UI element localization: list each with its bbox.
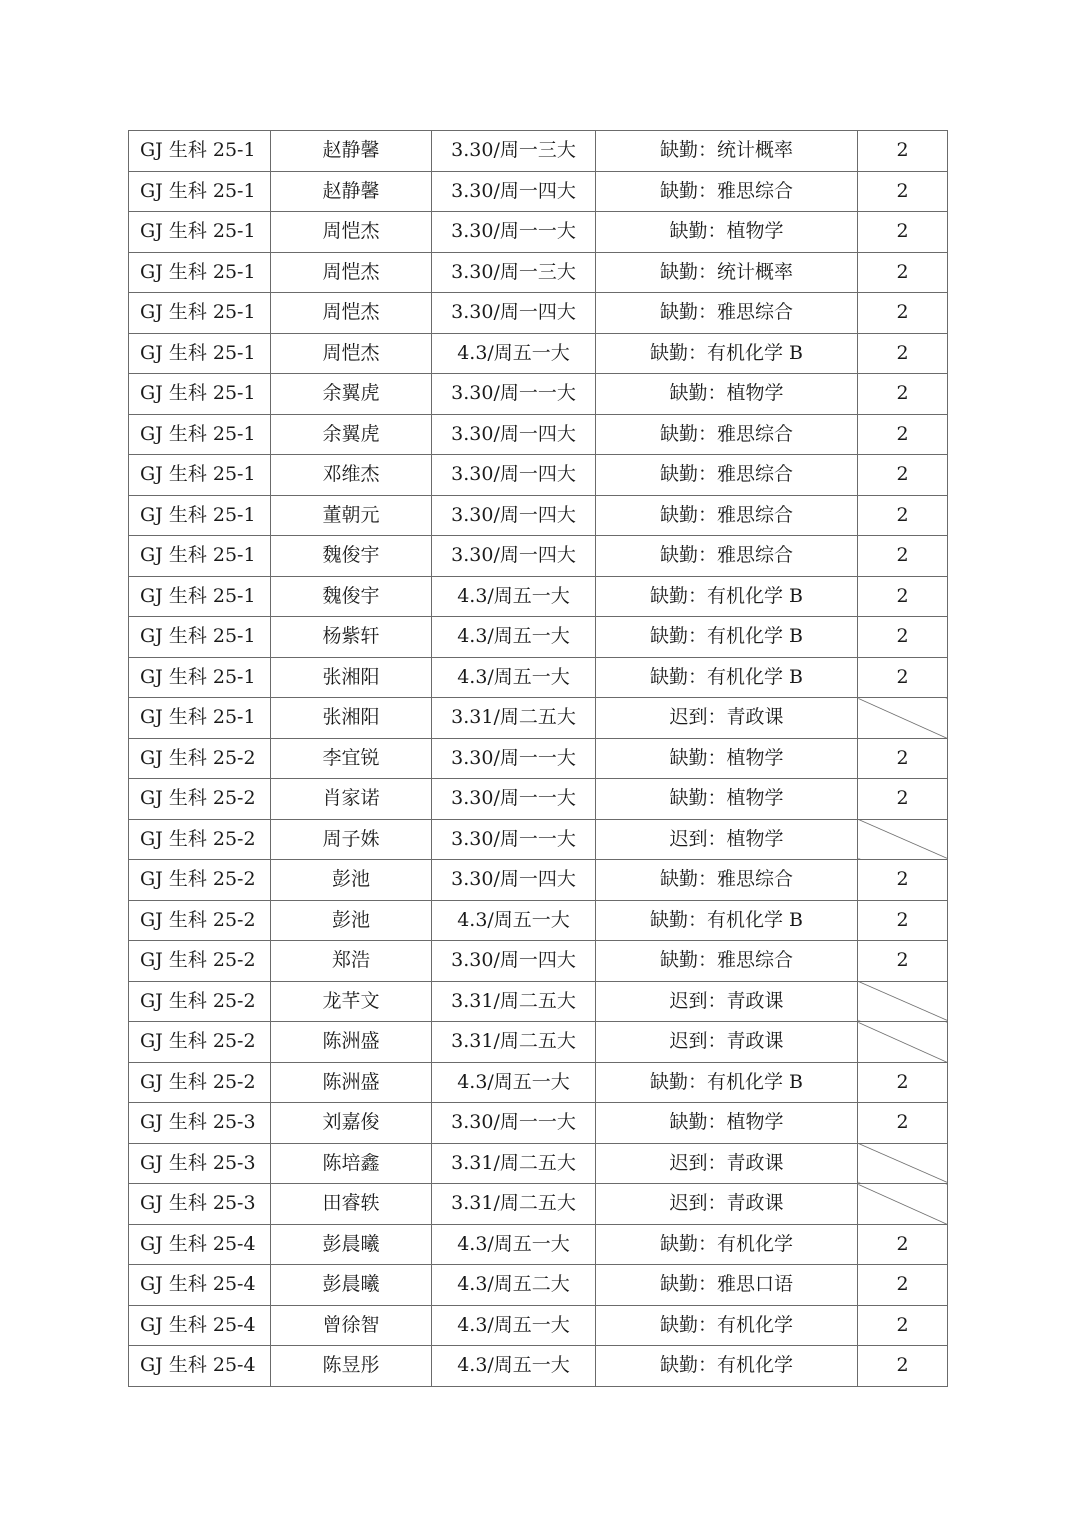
table-row: [129, 1062, 948, 1103]
time-cell: 3.30/周一四大: [432, 171, 596, 212]
time-cell: 3.30/周一三大: [432, 252, 596, 293]
score-cell: 2: [858, 212, 948, 253]
score-cell: 2: [858, 617, 948, 658]
table-row: [129, 455, 948, 496]
table-row: [129, 698, 948, 739]
time-cell: 4.3/周五一大: [432, 1346, 596, 1387]
reason-cell: 缺勤：有机化学 B: [596, 900, 858, 941]
score-cell: 2: [858, 1062, 948, 1103]
name-cell: 陈洲盛: [271, 1062, 432, 1103]
class-cell: GJ 生科 25-4: [129, 1305, 271, 1346]
reason-cell: 缺勤：雅思综合: [596, 941, 858, 982]
reason-cell: 缺勤：雅思综合: [596, 414, 858, 455]
reason-cell: 缺勤：植物学: [596, 779, 858, 820]
table-row: [129, 1022, 948, 1063]
score-cell: 2: [858, 495, 948, 536]
score-cell: 2: [858, 333, 948, 374]
class-cell: GJ 生科 25-4: [129, 1224, 271, 1265]
table-row: [129, 171, 948, 212]
class-cell: GJ 生科 25-1: [129, 131, 271, 172]
class-cell: GJ 生科 25-1: [129, 536, 271, 577]
score-cell-slash: [858, 819, 948, 860]
table-row: [129, 1103, 948, 1144]
score-cell-slash: [858, 1184, 948, 1225]
time-cell: 3.30/周一一大: [432, 738, 596, 779]
table-row: [129, 1224, 948, 1265]
time-cell: 3.30/周一四大: [432, 455, 596, 496]
name-cell: 周恺杰: [271, 212, 432, 253]
class-cell: GJ 生科 25-1: [129, 374, 271, 415]
name-cell: 彭池: [271, 900, 432, 941]
time-cell: 3.30/周一一大: [432, 779, 596, 820]
class-cell: GJ 生科 25-3: [129, 1184, 271, 1225]
score-cell: 2: [858, 941, 948, 982]
reason-cell: 缺勤：植物学: [596, 374, 858, 415]
name-cell: 张湘阳: [271, 657, 432, 698]
name-cell: 魏俊宇: [271, 536, 432, 577]
time-cell: 3.31/周二五大: [432, 1143, 596, 1184]
name-cell: 龙芊文: [271, 981, 432, 1022]
score-cell-slash: [858, 1143, 948, 1184]
reason-cell: 缺勤：雅思综合: [596, 860, 858, 901]
table-body: [129, 131, 948, 1387]
name-cell: 陈昱彤: [271, 1346, 432, 1387]
table-row: [129, 252, 948, 293]
score-cell: 2: [858, 293, 948, 334]
score-cell: 2: [858, 779, 948, 820]
time-cell: 4.3/周五一大: [432, 657, 596, 698]
name-cell: 魏俊宇: [271, 576, 432, 617]
name-cell: 余翼虎: [271, 414, 432, 455]
name-cell: 周恺杰: [271, 333, 432, 374]
name-cell: 邓维杰: [271, 455, 432, 496]
time-cell: 3.30/周一一大: [432, 374, 596, 415]
class-cell: GJ 生科 25-1: [129, 495, 271, 536]
reason-cell: 缺勤：有机化学 B: [596, 333, 858, 374]
time-cell: 3.31/周二五大: [432, 1184, 596, 1225]
class-cell: GJ 生科 25-1: [129, 212, 271, 253]
table-row: [129, 941, 948, 982]
class-cell: GJ 生科 25-1: [129, 617, 271, 658]
reason-cell: 缺勤：有机化学 B: [596, 576, 858, 617]
table-row: [129, 860, 948, 901]
name-cell: 杨紫轩: [271, 617, 432, 658]
score-cell: 2: [858, 131, 948, 172]
reason-cell: 缺勤：植物学: [596, 212, 858, 253]
class-cell: GJ 生科 25-4: [129, 1346, 271, 1387]
name-cell: 董朝元: [271, 495, 432, 536]
time-cell: 3.31/周二五大: [432, 698, 596, 739]
time-cell: 4.3/周五一大: [432, 1305, 596, 1346]
name-cell: 余翼虎: [271, 374, 432, 415]
score-cell-slash: [858, 1022, 948, 1063]
name-cell: 周子姝: [271, 819, 432, 860]
table-row: [129, 738, 948, 779]
table-row: [129, 779, 948, 820]
score-cell: 2: [858, 414, 948, 455]
time-cell: 3.30/周一四大: [432, 293, 596, 334]
name-cell: 彭晨曦: [271, 1265, 432, 1306]
name-cell: 周恺杰: [271, 293, 432, 334]
score-cell: 2: [858, 1265, 948, 1306]
name-cell: 刘嘉俊: [271, 1103, 432, 1144]
reason-cell: 缺勤：雅思口语: [596, 1265, 858, 1306]
score-cell: 2: [858, 1103, 948, 1144]
table-row: [129, 131, 948, 172]
table-row: [129, 212, 948, 253]
class-cell: GJ 生科 25-2: [129, 860, 271, 901]
class-cell: GJ 生科 25-2: [129, 779, 271, 820]
time-cell: 3.30/周一四大: [432, 860, 596, 901]
table-row: [129, 900, 948, 941]
time-cell: 3.31/周二五大: [432, 981, 596, 1022]
time-cell: 4.3/周五一大: [432, 617, 596, 658]
reason-cell: 缺勤：雅思综合: [596, 495, 858, 536]
name-cell: 陈培鑫: [271, 1143, 432, 1184]
table-row: [129, 293, 948, 334]
reason-cell: 缺勤：有机化学: [596, 1224, 858, 1265]
score-cell-slash: [858, 981, 948, 1022]
reason-cell: 缺勤：统计概率: [596, 252, 858, 293]
class-cell: GJ 生科 25-1: [129, 333, 271, 374]
reason-cell: 缺勤：植物学: [596, 1103, 858, 1144]
score-cell: 2: [858, 455, 948, 496]
table-row: [129, 617, 948, 658]
table-row: [129, 374, 948, 415]
reason-cell: 迟到：青政课: [596, 1143, 858, 1184]
table-row: [129, 1265, 948, 1306]
time-cell: 4.3/周五二大: [432, 1265, 596, 1306]
score-cell: 2: [858, 738, 948, 779]
attendance-table: [128, 130, 948, 1387]
score-cell: 2: [858, 1346, 948, 1387]
score-cell: 2: [858, 860, 948, 901]
time-cell: 3.30/周一一大: [432, 212, 596, 253]
reason-cell: 缺勤：植物学: [596, 738, 858, 779]
reason-cell: 缺勤：雅思综合: [596, 293, 858, 334]
table-row: [129, 1143, 948, 1184]
name-cell: 赵静馨: [271, 171, 432, 212]
class-cell: GJ 生科 25-3: [129, 1143, 271, 1184]
reason-cell: 缺勤：有机化学 B: [596, 657, 858, 698]
table-row: [129, 657, 948, 698]
time-cell: 3.30/周一一大: [432, 1103, 596, 1144]
class-cell: GJ 生科 25-2: [129, 941, 271, 982]
table-row: [129, 576, 948, 617]
reason-cell: 迟到：青政课: [596, 1184, 858, 1225]
class-cell: GJ 生科 25-2: [129, 819, 271, 860]
name-cell: 郑浩: [271, 941, 432, 982]
reason-cell: 缺勤：有机化学: [596, 1346, 858, 1387]
name-cell: 彭池: [271, 860, 432, 901]
class-cell: GJ 生科 25-1: [129, 252, 271, 293]
time-cell: 3.30/周一四大: [432, 941, 596, 982]
class-cell: GJ 生科 25-2: [129, 981, 271, 1022]
class-cell: GJ 生科 25-4: [129, 1265, 271, 1306]
time-cell: 4.3/周五一大: [432, 1062, 596, 1103]
table-row: [129, 1346, 948, 1387]
class-cell: GJ 生科 25-1: [129, 414, 271, 455]
name-cell: 李宜锐: [271, 738, 432, 779]
table-row: [129, 1184, 948, 1225]
class-cell: GJ 生科 25-1: [129, 171, 271, 212]
reason-cell: 迟到：植物学: [596, 819, 858, 860]
time-cell: 3.30/周一四大: [432, 536, 596, 577]
class-cell: GJ 生科 25-1: [129, 455, 271, 496]
score-cell: 2: [858, 1305, 948, 1346]
class-cell: GJ 生科 25-2: [129, 900, 271, 941]
name-cell: 周恺杰: [271, 252, 432, 293]
class-cell: GJ 生科 25-2: [129, 738, 271, 779]
score-cell: 2: [858, 536, 948, 577]
reason-cell: 缺勤：有机化学 B: [596, 1062, 858, 1103]
reason-cell: 缺勤：有机化学 B: [596, 617, 858, 658]
score-cell: 2: [858, 171, 948, 212]
class-cell: GJ 生科 25-1: [129, 698, 271, 739]
name-cell: 张湘阳: [271, 698, 432, 739]
name-cell: 彭晨曦: [271, 1224, 432, 1265]
reason-cell: 缺勤：雅思综合: [596, 536, 858, 577]
name-cell: 田睿轶: [271, 1184, 432, 1225]
reason-cell: 缺勤：有机化学: [596, 1305, 858, 1346]
time-cell: 3.30/周一四大: [432, 495, 596, 536]
reason-cell: 迟到：青政课: [596, 1022, 858, 1063]
table-row: [129, 536, 948, 577]
time-cell: 4.3/周五一大: [432, 1224, 596, 1265]
class-cell: GJ 生科 25-1: [129, 576, 271, 617]
time-cell: 4.3/周五一大: [432, 333, 596, 374]
score-cell: 2: [858, 576, 948, 617]
time-cell: 4.3/周五一大: [432, 576, 596, 617]
score-cell: 2: [858, 252, 948, 293]
score-cell-slash: [858, 698, 948, 739]
table-row: [129, 414, 948, 455]
name-cell: 陈洲盛: [271, 1022, 432, 1063]
class-cell: GJ 生科 25-2: [129, 1022, 271, 1063]
table-row: [129, 495, 948, 536]
time-cell: 3.30/周一一大: [432, 819, 596, 860]
score-cell: 2: [858, 1224, 948, 1265]
score-cell: 2: [858, 657, 948, 698]
reason-cell: 缺勤：统计概率: [596, 131, 858, 172]
reason-cell: 缺勤：雅思综合: [596, 171, 858, 212]
time-cell: 4.3/周五一大: [432, 900, 596, 941]
name-cell: 曾徐智: [271, 1305, 432, 1346]
class-cell: GJ 生科 25-2: [129, 1062, 271, 1103]
score-cell: 2: [858, 900, 948, 941]
time-cell: 3.30/周一四大: [432, 414, 596, 455]
time-cell: 3.30/周一三大: [432, 131, 596, 172]
reason-cell: 迟到：青政课: [596, 981, 858, 1022]
reason-cell: 缺勤：雅思综合: [596, 455, 858, 496]
reason-cell: 迟到：青政课: [596, 698, 858, 739]
table-row: [129, 1305, 948, 1346]
table-row: [129, 981, 948, 1022]
table-row: [129, 333, 948, 374]
name-cell: 肖家诺: [271, 779, 432, 820]
table-row: [129, 819, 948, 860]
class-cell: GJ 生科 25-1: [129, 657, 271, 698]
class-cell: GJ 生科 25-1: [129, 293, 271, 334]
time-cell: 3.31/周二五大: [432, 1022, 596, 1063]
class-cell: GJ 生科 25-3: [129, 1103, 271, 1144]
score-cell: 2: [858, 374, 948, 415]
name-cell: 赵静馨: [271, 131, 432, 172]
